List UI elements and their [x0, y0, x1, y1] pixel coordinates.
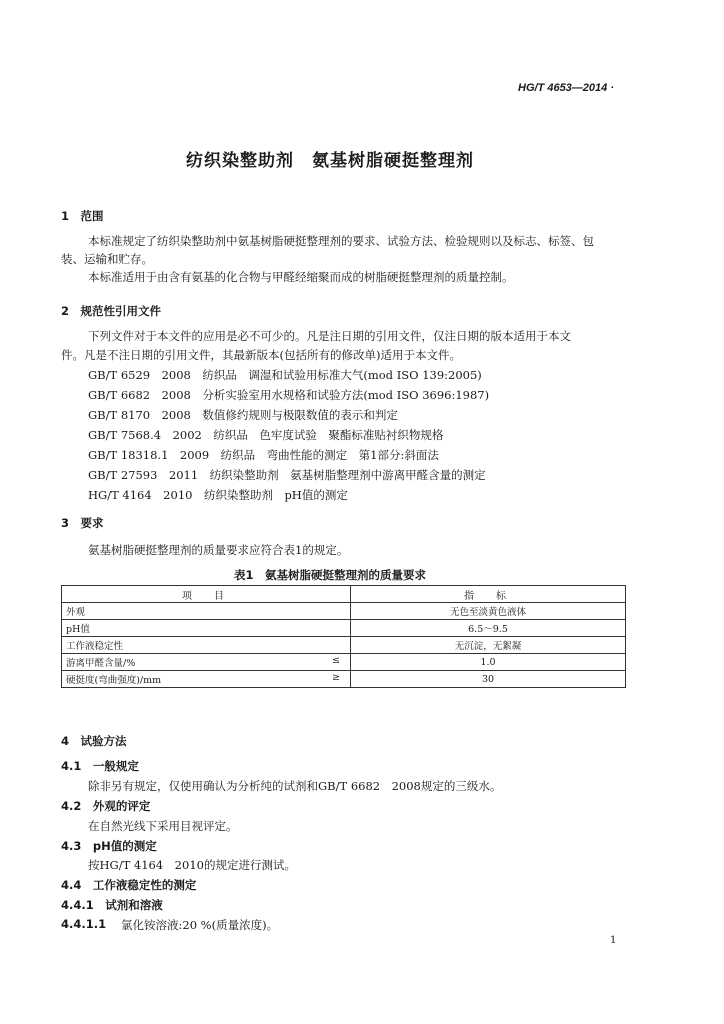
column-header-item: 项 目 — [62, 586, 351, 603]
subsection-4-4-1-1-text: 氯化铵溶液:20 %(质量浓度)。 — [121, 918, 279, 932]
standard-code-header: HG/T 4653—2014 · — [518, 82, 614, 94]
reference-item: HG/T 4164 2010 纺织染整助剂 pH值的测定 — [88, 488, 348, 502]
row-symbol: ≥ — [332, 672, 340, 683]
row-value: 1.0 — [351, 654, 626, 671]
section-1-paragraph-1-line-2: 装、运输和贮存。 — [61, 252, 153, 266]
table-header-row — [62, 586, 626, 603]
subsection-4-2-heading: 4.2 外观的评定 — [61, 799, 151, 813]
reference-item: GB/T 6682 2008 分析实验室用水规格和试验方法(mod ISO 3696:1987) — [88, 388, 490, 402]
row-item-label: pH值 — [66, 624, 90, 635]
table-row — [62, 620, 626, 637]
subsection-4-4-1-1-number: 4.4.1.1 — [61, 917, 107, 931]
section-2-heading: 2 规范性引用文件 — [61, 304, 162, 318]
row-value: 无色至淡黄色液体 — [351, 603, 626, 620]
table-row — [62, 671, 626, 688]
row-item — [62, 603, 351, 620]
reference-item: GB/T 18318.1 2009 纺织品 弯曲性能的测定 第1部分:斜面法 — [88, 448, 439, 462]
section-2-paragraph-line-1: 下列文件对于本文件的应用是必不可少的。凡是注日期的引用文件，仅注日期的版本适用于本文 — [88, 329, 571, 343]
subsection-4-3-text: 按HG/T 4164 2010的规定进行测试。 — [88, 858, 296, 872]
row-symbol: ≤ — [332, 655, 340, 666]
section-1-paragraph-1-line-1: 本标准规定了纺织染整助剂中氨基树脂硬挺整理剂的要求、试验方法、检验规则以及标志、标签、包 — [88, 234, 594, 248]
subsection-4-4-heading: 4.4 工作液稳定性的测定 — [61, 878, 197, 892]
subsection-4-2-text: 在自然光线下采用目视评定。 — [88, 819, 238, 833]
reference-item: GB/T 7568.4 2002 纺织品 色牢度试验 聚酯标准贴衬织物规格 — [88, 428, 444, 442]
page-number: 1 — [610, 935, 617, 946]
table-row — [62, 654, 626, 671]
row-item-label: 硬挺度(弯曲强度)/mm — [66, 675, 162, 686]
row-value: 30 — [351, 671, 626, 688]
row-item-label: 工作液稳定性 — [66, 641, 124, 652]
page-title: 纺织染整助剂 氨基树脂硬挺整理剂 — [186, 151, 474, 171]
table-row — [62, 637, 626, 654]
section-1-heading: 1 范围 — [61, 209, 104, 223]
row-value: 无沉淀，无絮凝 — [351, 637, 626, 654]
row-value: 6.5～9.5 — [351, 620, 626, 637]
quality-requirements-table — [61, 585, 626, 688]
subsection-4-1-text: 除非另有规定，仅使用确认为分析纯的试剂和GB/T 6682 2008规定的三级水。 — [88, 779, 502, 793]
row-item — [62, 654, 351, 671]
column-header-index: 指 标 — [351, 586, 626, 603]
row-item — [62, 671, 351, 688]
subsection-4-4-1-heading: 4.4.1 试剂和溶液 — [61, 898, 163, 912]
reference-item: GB/T 6529 2008 纺织品 调湿和试验用标准大气(mod ISO 139:2005) — [88, 368, 482, 382]
row-item-label: 游离甲醛含量/% — [66, 658, 136, 669]
subsection-4-1-heading: 4.1 一般规定 — [61, 759, 139, 773]
table-1-caption: 表1 氨基树脂硬挺整理剂的质量要求 — [234, 568, 426, 582]
section-3-heading: 3 要求 — [61, 516, 104, 530]
section-3-paragraph: 氨基树脂硬挺整理剂的质量要求应符合表1的规定。 — [88, 543, 349, 557]
subsection-4-3-heading: 4.3 pH值的测定 — [61, 839, 157, 853]
row-item-label: 外观 — [66, 607, 86, 618]
reference-item: GB/T 27593 2011 纺织染整助剂 氨基树脂整理剂中游离甲醛含量的测定 — [88, 468, 486, 482]
reference-item: GB/T 8170 2008 数值修约规则与极限数值的表示和判定 — [88, 408, 398, 422]
section-4-heading: 4 试验方法 — [61, 734, 127, 748]
table-row — [62, 603, 626, 620]
row-item — [62, 637, 351, 654]
section-2-paragraph-line-2: 件。凡是不注日期的引用文件，其最新版本(包括所有的修改单)适用于本文件。 — [61, 348, 461, 362]
section-1-paragraph-2: 本标准适用于由含有氨基的化合物与甲醛经缩聚而成的树脂硬挺整理剂的质量控制。 — [88, 270, 514, 284]
row-item — [62, 620, 351, 637]
